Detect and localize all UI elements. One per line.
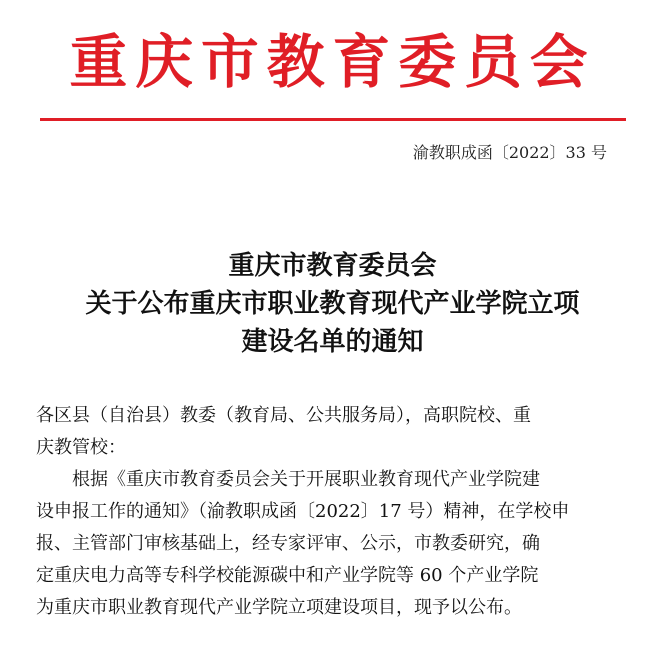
title-line-2: 关于公布重庆市职业教育现代产业学院立项 [85,289,580,319]
addressee-line: 庆教管校： [36,437,126,458]
addressee-line: 各区县（自治县）教委（教育局、公共服务局），高职院校、重 [36,405,531,426]
letterhead-red-rule [40,118,626,121]
body-line: 设申报工作的通知》（渝教职成函〔2022〕17 号）精神，在学校申 [36,501,570,522]
letterhead-title: 重庆市教育委员会 [69,28,596,96]
document-title [0,247,665,361]
title-line-3: 建设名单的通知 [241,327,424,357]
title-line-1: 重庆市教育委员会 [228,251,437,281]
document-number: 渝教职成函〔2022〕33 号 [412,143,607,162]
body-line: 报、主管部门审核基础上，经专家评审、公示，市教委研究，确 [36,533,540,554]
document-body [36,400,626,624]
body-line: 为重庆市职业教育现代产业学院立项建设项目，现予以公布。 [36,597,522,618]
body-line: 定重庆电力高等专科学校能源碳中和产业学院等 60 个产业学院 [36,565,539,586]
body-line: 根据《重庆市教育委员会关于开展职业教育现代产业学院建 [72,469,540,490]
